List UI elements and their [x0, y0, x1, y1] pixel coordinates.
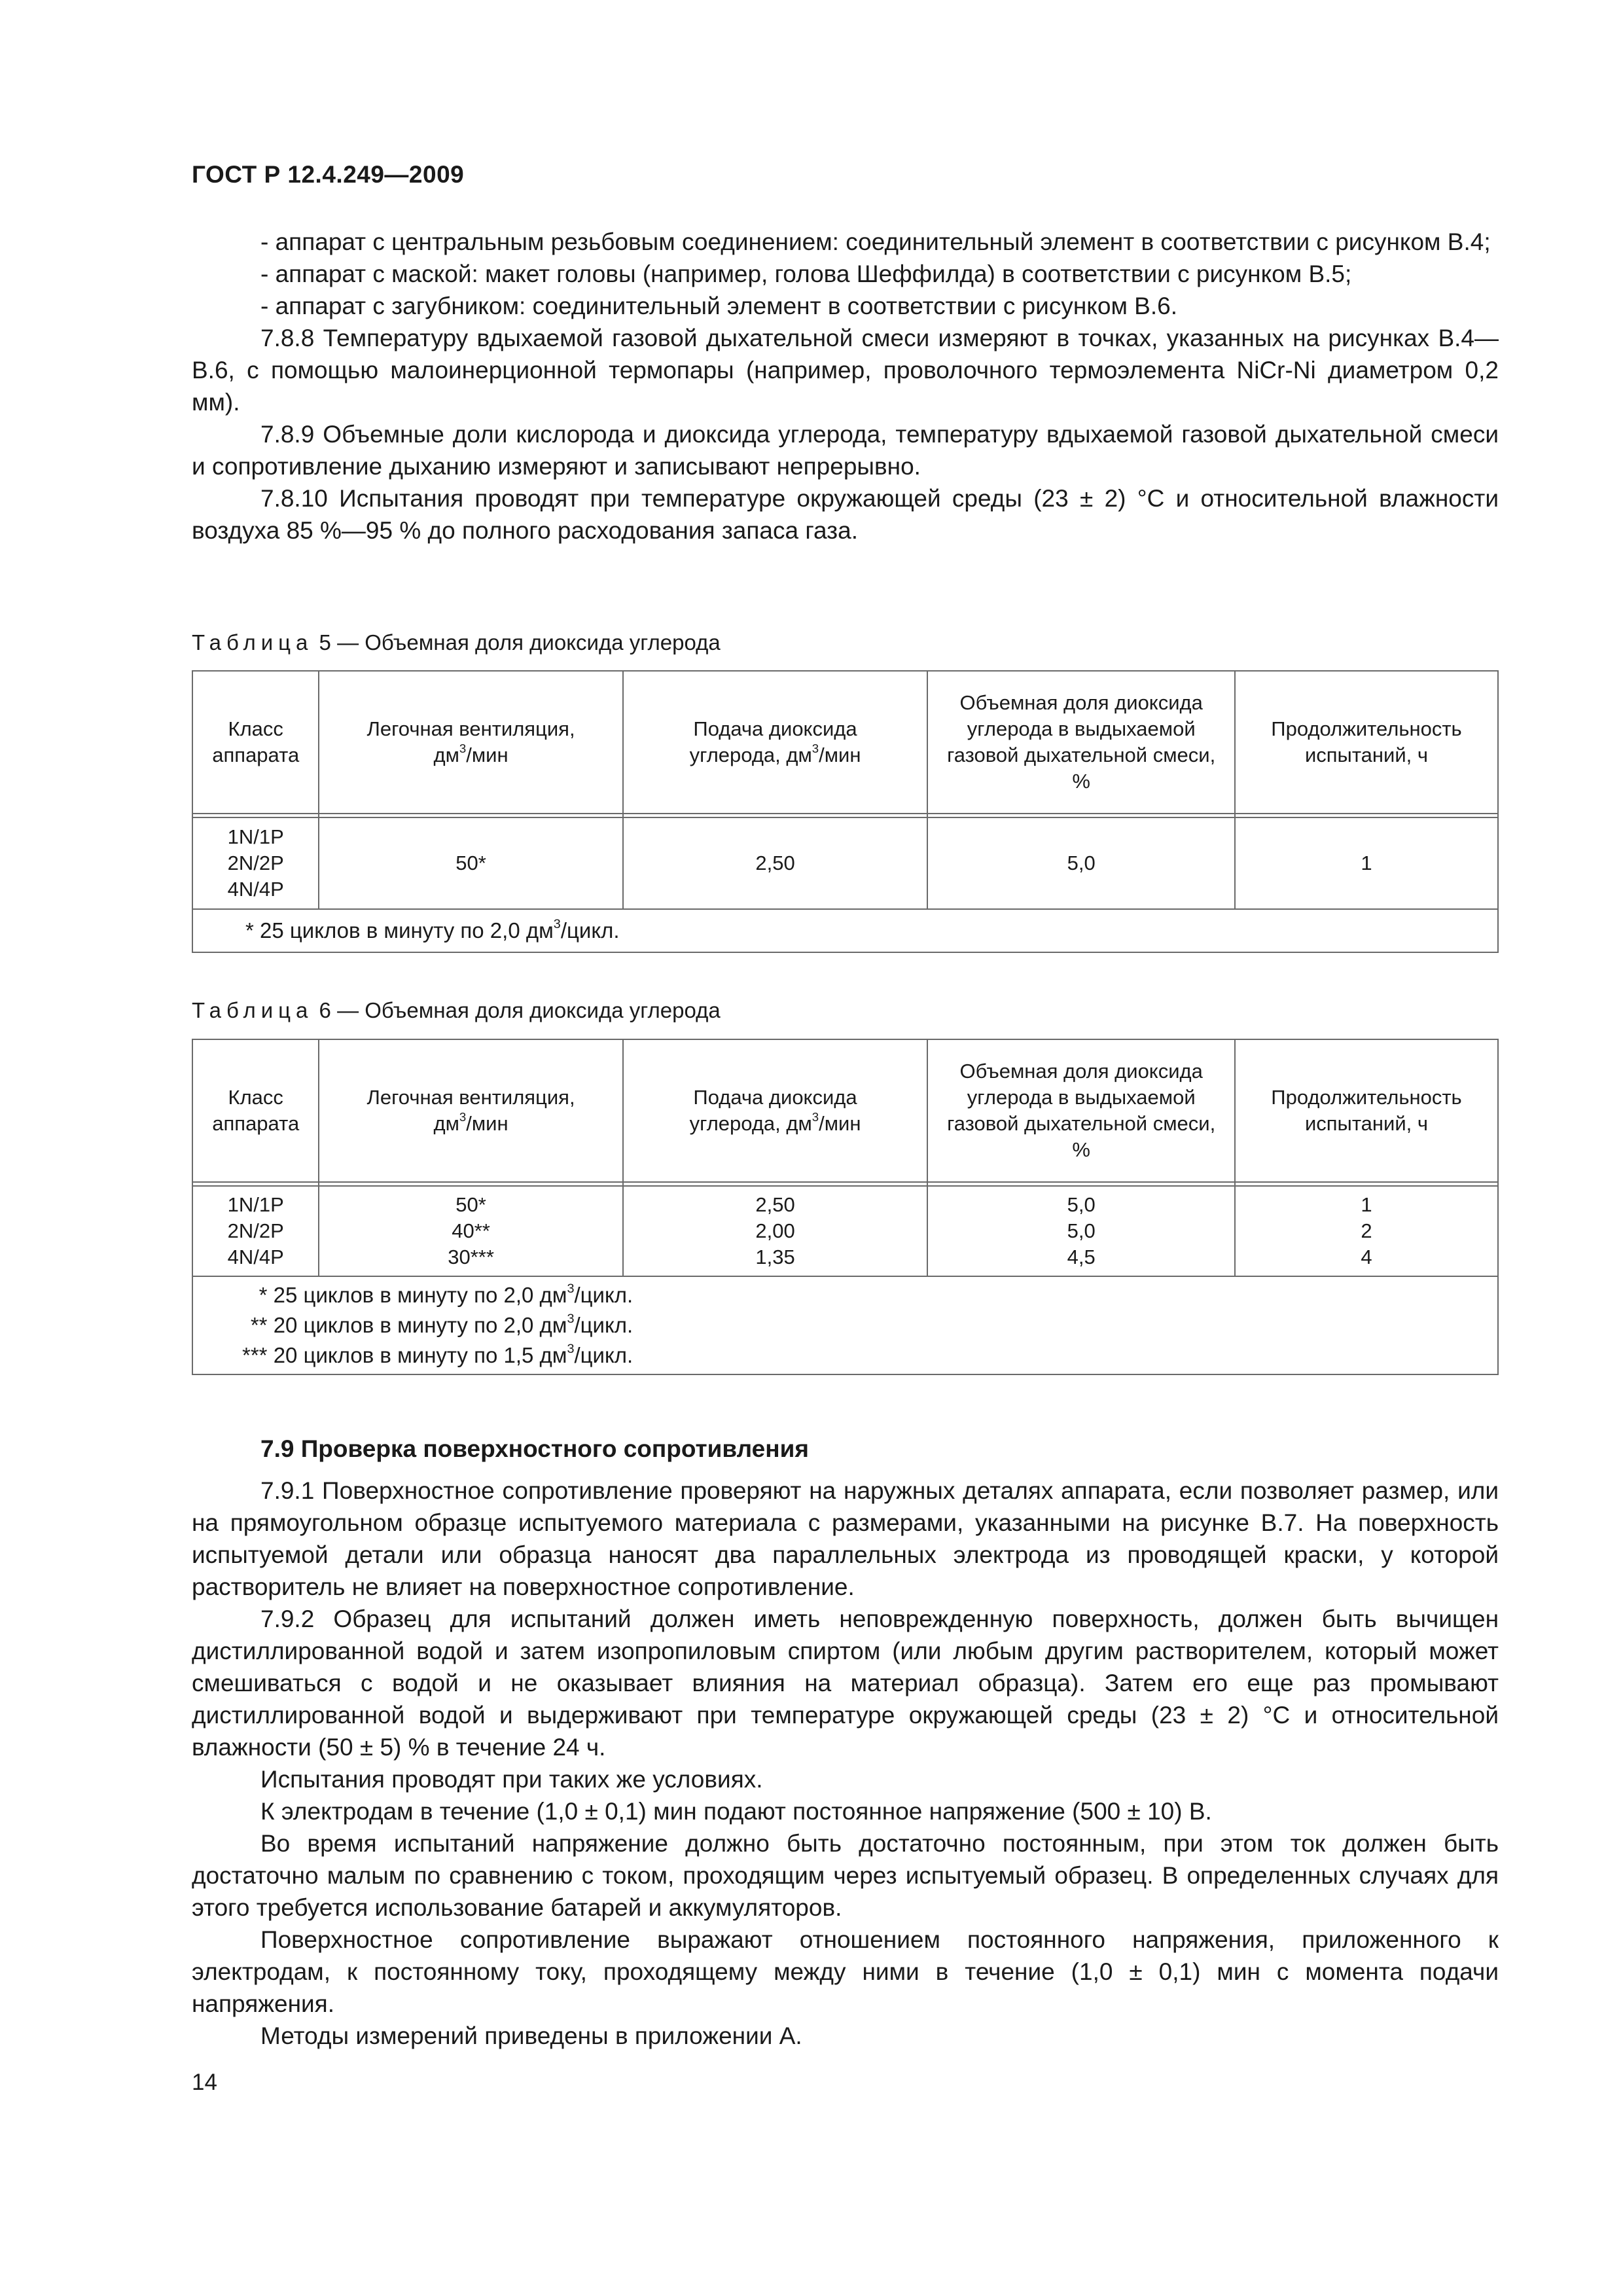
- cell-text: 2,00: [755, 1219, 795, 1242]
- superscript: 3: [567, 1282, 575, 1297]
- paragraph: 7.9.2 Образец для испытаний должен иметь неповрежденную поверхность, должен быть вычищен дистиллированной водой и затем изопропиловым спиртом (или любым другим растворителем, который может смешиваться с водой и не оказывает влияния на материал образца). Затем его еще раз промывают дистиллированной водой и выдерживают при температуре окружающей среды (23 ± 2) °С и относительной влажности (50 ± 5) % в течение 24 ч.: [192, 1605, 1499, 1761]
- cell-co2-supply: [623, 1186, 928, 1276]
- table-row: [192, 817, 1498, 909]
- cell-text: 1,35: [755, 1246, 795, 1268]
- table5: [192, 670, 1499, 953]
- cell-text: 5,0: [1067, 1193, 1096, 1216]
- header-text: Легочная вентиляция,: [366, 1086, 575, 1109]
- cell-class: [192, 817, 319, 909]
- paragraph: 7.8.8 Температуру вдыхаемой газовой дыхательной смеси измеряют в точках, указанных на рисунках В.4—В.6, с помощью малоинерционной термопары (например, проволочного термоэлемента NiCr-Ni диаметром 0,2 мм).: [192, 325, 1499, 416]
- cell-text: 4,5: [1067, 1246, 1096, 1268]
- paragraph: Испытания проводят при таких же условиях.: [260, 1766, 763, 1793]
- footnote: [192, 1276, 1498, 1374]
- page-number: 14: [192, 2070, 217, 2095]
- table-row: [192, 1186, 1498, 1276]
- cell-text: 4N/4P: [227, 1246, 284, 1268]
- table-footnote-row: [192, 909, 1498, 952]
- footnote-text: ** 20 циклов в минуту по 2,0 дм: [250, 1313, 567, 1337]
- superscript: 3: [459, 742, 467, 756]
- table5-caption-text: 5 — Объемная доля диоксида углерода: [313, 630, 721, 655]
- cell-text: 1: [1361, 1193, 1372, 1216]
- paragraph: 7.8.9 Объемные доли кислорода и диоксида углерода, температуру вдыхаемой газовой дыхательной смеси и сопротивление дыханию измеряют и записывают непрерывно.: [192, 421, 1499, 480]
- cell-text: 4: [1361, 1246, 1372, 1268]
- header-text: Легочная вентиляция,: [366, 717, 575, 740]
- cell-co2-supply: 2,50: [623, 817, 928, 909]
- table6-caption-word: Таблица: [192, 998, 313, 1022]
- header-co2-fraction: [927, 1039, 1235, 1182]
- cell-text: 4N/4P: [227, 878, 284, 901]
- header-text: Объемная доля диоксида углерода в выдыхаемой газовой дыхательной смеси, %: [947, 691, 1216, 793]
- paragraph: Во время испытаний напряжение должно быть достаточно постоянным, при этом ток должен быть достаточно малым по сравнению с током, проходящим через испытуемый образец. В определенных случаях для этого требуется использование батарей и аккумуляторов.: [192, 1830, 1499, 1921]
- header-duration: [1235, 671, 1498, 814]
- footnote-text: /цикл.: [574, 1343, 633, 1367]
- header-co2-supply: [623, 1039, 928, 1182]
- cell-text: 2N/2P: [227, 1219, 284, 1242]
- cell-text: 40**: [452, 1219, 490, 1242]
- header-ventilation: [319, 1039, 622, 1182]
- superscript: 3: [812, 1110, 819, 1124]
- section-title: 7.9 Проверка поверхностного сопротивления: [260, 1435, 809, 1462]
- header-text: Подача диоксида: [693, 717, 857, 740]
- cell-class: [192, 1186, 319, 1276]
- table6-caption: [192, 997, 721, 1024]
- table6: [192, 1039, 1499, 1375]
- header-duration: [1235, 1039, 1498, 1182]
- table6-caption-text: 6 — Объемная доля диоксида углерода: [313, 998, 721, 1022]
- cell-text: 30***: [448, 1246, 494, 1268]
- header-text: дм: [433, 1112, 459, 1135]
- header-text: углерода, дм: [689, 744, 812, 766]
- paragraph: К электродам в течение (1,0 ± 0,1) мин подают постоянное напряжение (500 ± 10) В.: [260, 1798, 1212, 1825]
- cell-text: 5,0: [1067, 1219, 1096, 1242]
- header-text: /мин: [819, 744, 861, 766]
- header-text: /мин: [819, 1112, 861, 1135]
- cell-text: 2N/2P: [227, 852, 284, 874]
- superscript: 3: [553, 917, 561, 932]
- header-ventilation: [319, 671, 622, 814]
- header-text: дм: [433, 744, 459, 766]
- cell-ventilation: [319, 1186, 622, 1276]
- table6-header-row: [192, 1039, 1498, 1182]
- table5-caption-word: Таблица: [192, 630, 313, 655]
- table-footnote-row: [192, 1276, 1498, 1374]
- header-co2-fraction: [927, 671, 1235, 814]
- cell-text: 1N/1P: [227, 1193, 284, 1216]
- cell-text: 2: [1361, 1219, 1372, 1242]
- footnote-text: *** 20 циклов в минуту по 1,5 дм: [242, 1343, 567, 1367]
- cell-text: 1N/1P: [227, 825, 284, 848]
- footnote-text: * 25 циклов в минуту по 2,0 дм: [245, 918, 554, 942]
- header-text: углерода, дм: [689, 1112, 812, 1135]
- paragraph: - аппарат с маской: макет головы (например, голова Шеффилда) в соответствии с рисунком В.5;: [260, 260, 1352, 287]
- document-header: ГОСТ Р 12.4.249—2009: [192, 161, 465, 188]
- footnote-text: * 25 циклов в минуту по 2,0 дм: [259, 1283, 567, 1307]
- header-text: Подача диоксида: [693, 1086, 857, 1109]
- footnote-text: /цикл.: [560, 918, 620, 942]
- cell-co2-fraction: [927, 1186, 1235, 1276]
- superscript: 3: [459, 1110, 467, 1124]
- header-text: /мин: [466, 744, 508, 766]
- header-text: Продолжительность испытаний, ч: [1271, 717, 1462, 766]
- paragraph: 7.8.10 Испытания проводят при температуре окружающей среды (23 ± 2) °С и относительной влажности воздуха 85 %—95 % до полного расходования запаса газа.: [192, 485, 1499, 544]
- header-text: Объемная доля диоксида углерода в выдыхаемой газовой дыхательной смеси, %: [947, 1060, 1216, 1161]
- table5-header-row: [192, 671, 1498, 814]
- cell-duration: [1235, 1186, 1498, 1276]
- paragraph: - аппарат с загубником: соединительный элемент в соответствии с рисунком В.6.: [260, 293, 1177, 319]
- footnote: [192, 909, 1498, 952]
- table5-caption: [192, 630, 721, 656]
- footnote-text: /цикл.: [574, 1313, 633, 1337]
- superscript: 3: [812, 742, 819, 756]
- header-class: Класс аппарата: [192, 671, 319, 814]
- superscript: 3: [567, 1312, 575, 1327]
- paragraph: Методы измерений приведены в приложении А.: [260, 2022, 802, 2049]
- footnote-text: /цикл.: [574, 1283, 633, 1307]
- cell-duration: 1: [1235, 817, 1498, 909]
- cell-ventilation: 50*: [319, 817, 622, 909]
- paragraph: 7.9.1 Поверхностное сопротивление проверяют на наружных деталях аппарата, если позволяет размер, или на прямоугольном образце испытуемого материала с размерами, указанными на рисунке В.7. На поверхность испытуемой детали или образца наносят два параллельных электрода из проводящей краски, у которой растворитель не влияет на поверхностное сопротивление.: [192, 1477, 1499, 1600]
- cell-co2-fraction: 5,0: [927, 817, 1235, 909]
- header-text: Продолжительность испытаний, ч: [1271, 1086, 1462, 1135]
- header-co2-supply: [623, 671, 928, 814]
- header-class: Класс аппарата: [192, 1039, 319, 1182]
- intro-text: [192, 226, 1499, 547]
- paragraph: - аппарат с центральным резьбовым соединением: соединительный элемент в соответствии с рисунком В.4;: [260, 228, 1491, 255]
- cell-text: 2,50: [755, 1193, 795, 1216]
- paragraph: Поверхностное сопротивление выражают отношением постоянного напряжения, приложенного к электродам, к постоянному току, проходящему между ними в течение (1,0 ± 0,1) мин с момента подачи напряжения.: [192, 1926, 1499, 2017]
- superscript: 3: [567, 1342, 575, 1357]
- header-text: /мин: [466, 1112, 508, 1135]
- cell-text: 50*: [455, 1193, 486, 1216]
- section-text: [192, 1475, 1499, 2052]
